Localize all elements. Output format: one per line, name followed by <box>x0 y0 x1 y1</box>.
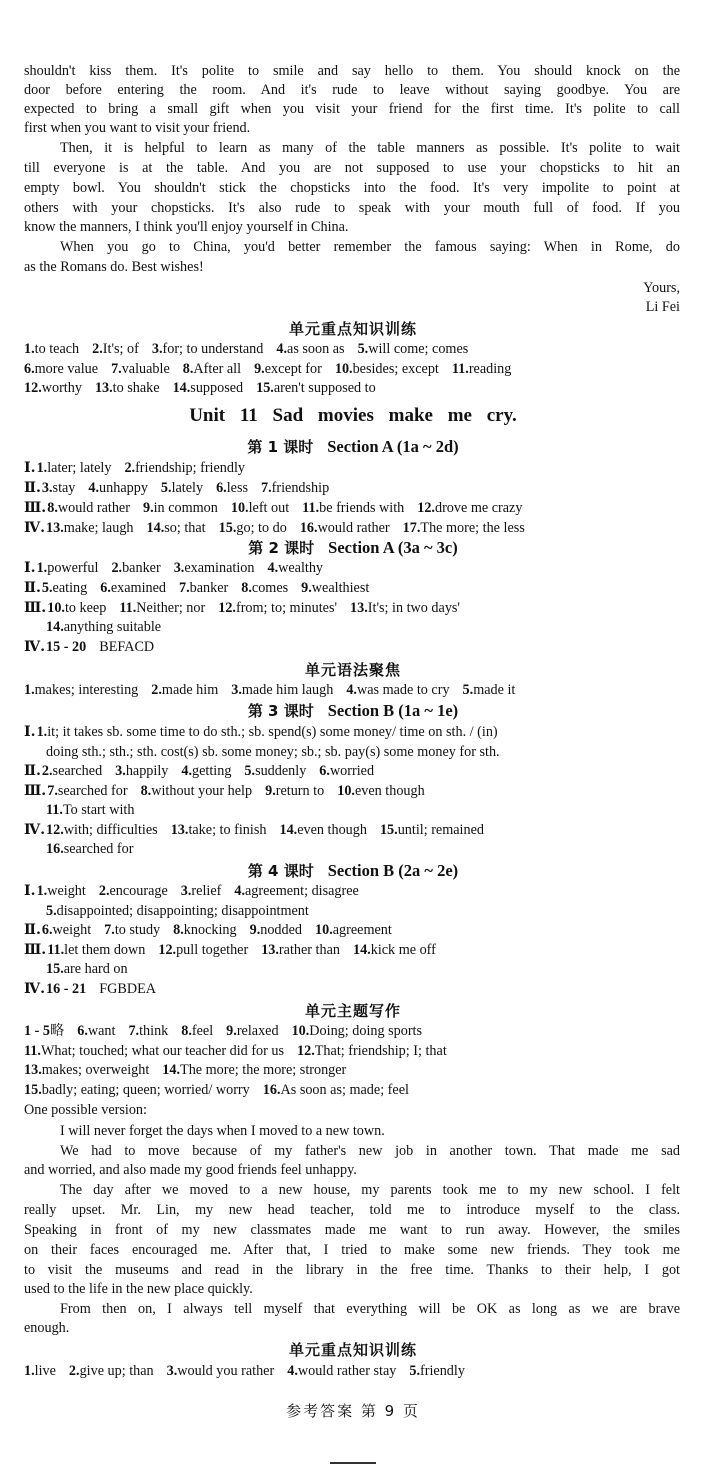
letter-closing: Yours, <box>643 280 680 296</box>
answer-row: 1.makes; interesting 2.made him 3.made him laugh 4.was made to cry 5.made it <box>24 682 516 698</box>
lesson-heading: 第 2 课时 Section A (3a ~ 3c) <box>248 538 458 557</box>
answer-row: Ⅱ.5.eating 6.examined 7.banker 8.comes 9.wealthiest <box>24 580 370 596</box>
answer-row: 5.disappointed; disappointing; disappointment <box>46 903 309 919</box>
answer-row: Ⅳ.13.make; laugh 14.so; that 15.go; to do 16.would rather 17.The more; the less <box>24 520 525 536</box>
answer-row: Ⅰ.1.powerful 2.banker 3.examination 4.wealthy <box>24 560 324 576</box>
essay-line: really upset. Mr. Lin, my new head teacher, told me to introduce myself to the class. <box>24 1202 680 1218</box>
answer-row: Ⅱ.3.stay 4.unhappy 5.lately 6.less 7.friendship <box>24 480 330 496</box>
answer-row: Ⅲ.8.would rather 9.in common 10.left out 11.be friends with 12.drove me crazy <box>24 500 523 516</box>
answer-row: Ⅱ.2.searched 3.happily 4.getting 5.suddenly 6.worried <box>24 763 375 779</box>
letter-line: know the manners, I think you'll enjoy yourself in China. <box>24 219 349 235</box>
answer-row: doing sth.; sth.; sth. cost(s) sb. some money; sb.; sb. pay(s) some money for sth. <box>46 744 500 760</box>
essay-line: From then on, I always tell myself that everything will be OK as long as we are brave <box>60 1301 680 1317</box>
answer-row: 13.makes; overweight 14.The more; the more; stronger <box>24 1062 347 1078</box>
answer-row: Ⅲ.11.let them down 12.pull together 13.rather than 14.kick me off <box>24 942 436 958</box>
essay-line: used to the life in the new place quickly. <box>24 1281 253 1297</box>
page-footer: 参考答案 第 9 页 <box>286 1402 420 1420</box>
answer-row: Ⅳ.12.with; difficulties 13.take; to finish 14.even though 15.until; remained <box>24 822 484 838</box>
answer-row: Ⅳ.15 - 20 BEFACD <box>24 639 155 655</box>
answer-row: 15.badly; eating; queen; worried/ worry 16.As soon as; made; feel <box>24 1082 409 1098</box>
version-label: One possible version: <box>24 1102 147 1118</box>
answer-row: Ⅲ.10.to keep 11.Neither; nor 12.from; to; minutes' 13.It's; in two days' <box>24 600 460 616</box>
essay-line: on their faces encouraged me. After that, I tried to make some new friends. They took me <box>24 1242 680 1258</box>
essay-line: The day after we moved to a new house, my parents took me to my new school. I felt <box>60 1182 680 1198</box>
answer-row: Ⅱ.6.weight 7.to study 8.knocking 9.nodded 10.agreement <box>24 922 392 938</box>
answer-row: 11.What; touched; what our teacher did for us 12.That; friendship; I; that <box>24 1043 447 1059</box>
letter-line: expected to bring a small gift when you visit your friend for the first time. It's polite to call <box>24 101 680 117</box>
essay-line: to visit the museums and read in the library in the free time. Thanks to their help, I got <box>24 1262 680 1278</box>
answer-row: 6.more value 7.valuable 8.After all 9.except for 10.besides; except 11.reading <box>24 361 512 377</box>
answer-row: 1.live 2.give up; than 3.would you rather 4.would rather stay 5.friendly <box>24 1363 465 1379</box>
letter-line: as the Romans do. Best wishes! <box>24 259 204 275</box>
answer-row: 1 - 5略 6.want 7.think 8.feel 9.relaxed 10.Doing; doing sports <box>24 1023 423 1039</box>
answer-row: Ⅰ.1.later; lately 2.friendship; friendly <box>24 460 246 476</box>
answer-row: Ⅰ.1.it; it takes sb. some time to do sth.; sb. spend(s) some money/ time on sth. / (in) <box>24 724 498 740</box>
letter-line: till everyone is at the table. And you are not supposed to use your chopsticks to hit an <box>24 160 680 176</box>
footer-divider <box>330 1462 376 1464</box>
essay-line: and worried, and also made my good friends feel unhappy. <box>24 1162 357 1178</box>
letter-line: others with your chopsticks. It's also rude to speak with your mouth full of food. If you <box>24 200 680 216</box>
lesson-heading: 第 4 课时 Section B (2a ~ 2e) <box>247 861 459 880</box>
letter-line: first when you want to visit your friend. <box>24 120 251 136</box>
letter-line: shouldn't kiss them. It's polite to smile and say hello to them. You should knock on the <box>24 63 680 79</box>
answer-row: 15.are hard on <box>46 961 128 977</box>
section-heading: 单元主题写作 <box>304 1002 401 1020</box>
answer-row: 1.to teach 2.It's; of 3.for; to understand 4.as soon as 5.will come; comes <box>24 341 469 357</box>
answer-row: 14.anything suitable <box>46 619 162 635</box>
letter-line: empty bowl. You shouldn't stick the chopsticks into the food. It's very impolite to point at <box>24 180 680 196</box>
section-heading: 单元重点知识训练 <box>288 1341 417 1359</box>
unit-title: Unit 11 Sad movies make me cry. <box>189 405 517 426</box>
letter-line: Then, it is helpful to learn as many of the table manners as possible. It's polite to wait <box>60 140 680 156</box>
answer-row: 12.worthy 13.to shake 14.supposed 15.aren't supposed to <box>24 380 376 396</box>
letter-line: When you go to China, you'd better remember the famous saying: When in Rome, do <box>60 239 680 255</box>
letter-signature: Li Fei <box>645 299 680 315</box>
lesson-heading: 第 3 课时 Section B (1a ~ 1e) <box>247 701 459 720</box>
essay-line: Speaking in front of my new classmates made me want to run away. However, the smiles <box>24 1222 680 1238</box>
essay-line: I will never forget the days when I moved to a new town. <box>60 1123 385 1139</box>
lesson-heading: 第 1 课时 Section A (1a ~ 2d) <box>247 437 459 456</box>
essay-line: We had to move because of my father's new job in another town. That made me sad <box>60 1143 680 1159</box>
letter-line: door before entering the room. And it's rude to leave without saying goodbye. You are <box>24 82 680 98</box>
answer-row: Ⅰ.1.weight 2.encourage 3.relief 4.agreement; disagree <box>24 883 359 899</box>
answer-row: 16.searched for <box>46 841 134 857</box>
answer-row: Ⅲ.7.searched for 8.without your help 9.return to 10.even though <box>24 783 425 799</box>
section-heading: 单元语法聚焦 <box>304 661 401 679</box>
essay-line: enough. <box>24 1320 70 1336</box>
answer-row: Ⅳ.16 - 21 FGBDEA <box>24 981 157 997</box>
answer-row: 11.To start with <box>46 802 135 818</box>
section-heading: 单元重点知识训练 <box>288 320 417 338</box>
